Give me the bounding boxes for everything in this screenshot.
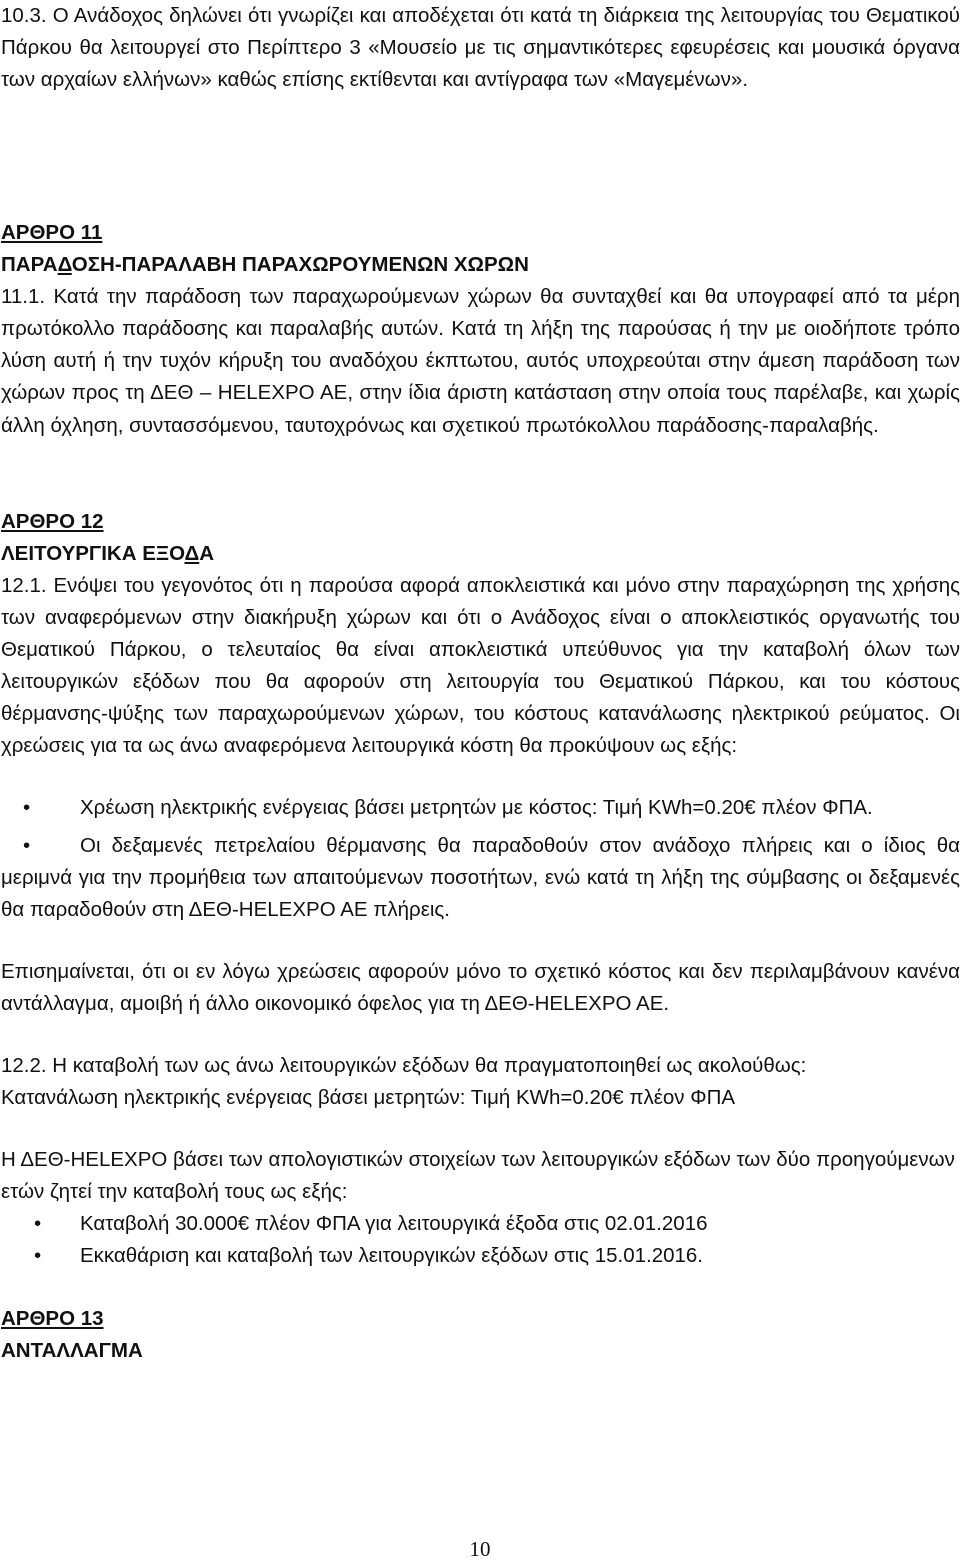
paragraph-10-3: 10.3. Ο Ανάδοχος δηλώνει ότι γνωρίζει και αποδέχεται ότι κατά τη διάρκεια της λειτουργίας του Θεματικού Πάρκου θα λειτουργεί στο Περίπτερο 3 «Μουσείο με τις σημαντικότερες εφευρέσεις και μουσικά όργανα των αρχαίων ελλήνων» καθώς επίσης εκτίθενται και αντίγραφα των «Μαγεμένων». [1, 4, 960, 92]
article-12-title-part: Α [199, 541, 215, 565]
list-item [1, 830, 960, 926]
bullet-icon: • [34, 1244, 42, 1268]
spacer [1, 1114, 960, 1144]
spacer [1, 128, 960, 217]
article-11-number: ΑΡΘΡΟ 11 [1, 221, 103, 244]
paragraph-12-1: 12.1. Ενόψει του γεγονότος ότι η παρούσα αφορά αποκλειστικά και μόνο στην παραχώρηση της χρήσης των αναφερόμενων στην διακήρυξη χώρων και ότι ο Ανάδοχος είναι ο αποκλειστικός οργανωτής του Θεματικού Πάρκου, ο τελευταίος θα είναι αποκλειστικά υπεύθυνος για την καταβολή όλων των λειτουργικών εξόδων που θα αφορούν στη λειτουργία του Θεματικού Πάρκου, και του κόστους θέρμανσης-ψύξης των παραχωρούμενων χώρων, του κόστους κατανάλωσης ηλεκτρικού ρεύματος. Οι χρεώσεις για τα ως άνω αναφερόμενα λειτουργικά κόστη θα προκύψουν ως εξής: [1, 573, 960, 758]
payment-list [1, 1208, 960, 1272]
article-12-title-part: Δ [184, 541, 200, 565]
article-12-number: ΑΡΘΡΟ 12 [1, 509, 104, 533]
article-12-title [1, 538, 960, 570]
list-item [1, 792, 960, 824]
article-11-title [1, 249, 960, 281]
article-13-number: ΑΡΘΡΟ 13 [1, 1306, 104, 1330]
paragraph-11-1: 11.1. Κατά την παράδοση των παραχωρούμενων χώρων θα συνταχθεί και θα υπογραφεί από τα μέρη πρωτόκολλο παράδοσης και παραλαβής αυτών. Κατά τη λήξη της παρούσας ή την με οιοδήποτε τρόπο λύση αυτή ή την τυχόν κήρυξη του αναδόχου έκπτωτου, αυτός υποχρεούται στην άμεση παράδοση των χώρων προς τη ΔΕΘ – HELEXPO AE, στην ίδια άριστη κατάσταση στην οποία τους παρέλαβε, και χωρίς άλλη όχληση, συντασσόμενου, ταυτοχρόνως και σχετικού πρωτόκολλου παράδοσης-παραλαβής. [1, 285, 960, 437]
paragraph-12-2-line-2: Κατανάλωση ηλεκτρικής ενέργειας βάσει μετρητών: Τιμή KWh=0.20€ πλέον ΦΠΑ [1, 1086, 736, 1110]
spacer [1, 1020, 960, 1050]
bullet-icon: • [34, 1212, 42, 1236]
article-11-title-part: ΠΑΡΑ [1, 253, 58, 277]
spacer [1, 442, 960, 506]
list-item-text: Οι δεξαμενές πετρελαίου θέρμανσης θα παραδοθούν στον ανάδοχο πλήρεις και ο ίδιος θα μεριμνά για την προμήθεια των απαιτούμενων ποσοτήτων, ενώ κατά τη λήξη της σύμβασης οι δεξαμενές θα παραδοθούν στη ΔΕΘ-HELEXPO AE πλήρεις. [1, 833, 960, 921]
article-11-title-part: Δ [57, 253, 72, 277]
article-11-title-part: ΟΣΗ-ΠΑΡΑΛΑΒΗ ΠΑΡΑΧΩΡΟΥΜΕΝΩΝ ΧΩΡΩΝ [71, 253, 529, 277]
list-item-text: Χρέωση ηλεκτρικής ενέργειας βάσει μετρητών με κόστος: Τιμή KWh=0.20€ πλέον ΦΠΑ. [80, 796, 873, 820]
page-number: 10 [469, 1537, 491, 1561]
bullet-icon: • [23, 796, 31, 820]
paragraph-12-2-line-1: 12.2. Η καταβολή των ως άνω λειτουργικών εξόδων θα πραγματοποιηθεί ως ακολούθως: [1, 1053, 807, 1077]
spacer [1, 1273, 960, 1303]
list-item [1, 1208, 960, 1240]
list-item-text: Εκκαθάριση και καταβολή των λειτουργικών εξόδων στις 15.01.2016. [80, 1244, 703, 1268]
article-12-title-part: ΛΕΙΤΟΥΡΓΙΚΑ ΕΞΟ [1, 541, 185, 565]
paragraph-helexpo: Η ΔΕΘ-HELEXPO βάσει των απολογιστικών στοιχείων των λειτουργικών εξόδων των δύο προηγούμενων ετών ζητεί την καταβολή τους ως εξής: [1, 1148, 955, 1204]
spacer [1, 762, 960, 792]
spacer [1, 926, 960, 956]
charges-list [1, 792, 960, 925]
paragraph-emphasis: Επισημαίνεται, ότι οι εν λόγω χρεώσεις αφορούν μόνο το σχετικό κόστος και δεν περιλαμβάνουν κανένα αντάλλαγμα, αμοιβή ή άλλο οικονομικό όφελος για τη ΔΕΘ-HELEXPO AE. [1, 959, 960, 1015]
list-item [1, 1240, 960, 1272]
bullet-icon: • [23, 833, 31, 857]
article-13-title: ΑΝΤΑΛΛΑΓΜΑ [1, 1338, 143, 1362]
list-item-text: Καταβολή 30.000€ πλέον ΦΠΑ για λειτουργικά έξοδα στις 02.01.2016 [80, 1212, 708, 1236]
